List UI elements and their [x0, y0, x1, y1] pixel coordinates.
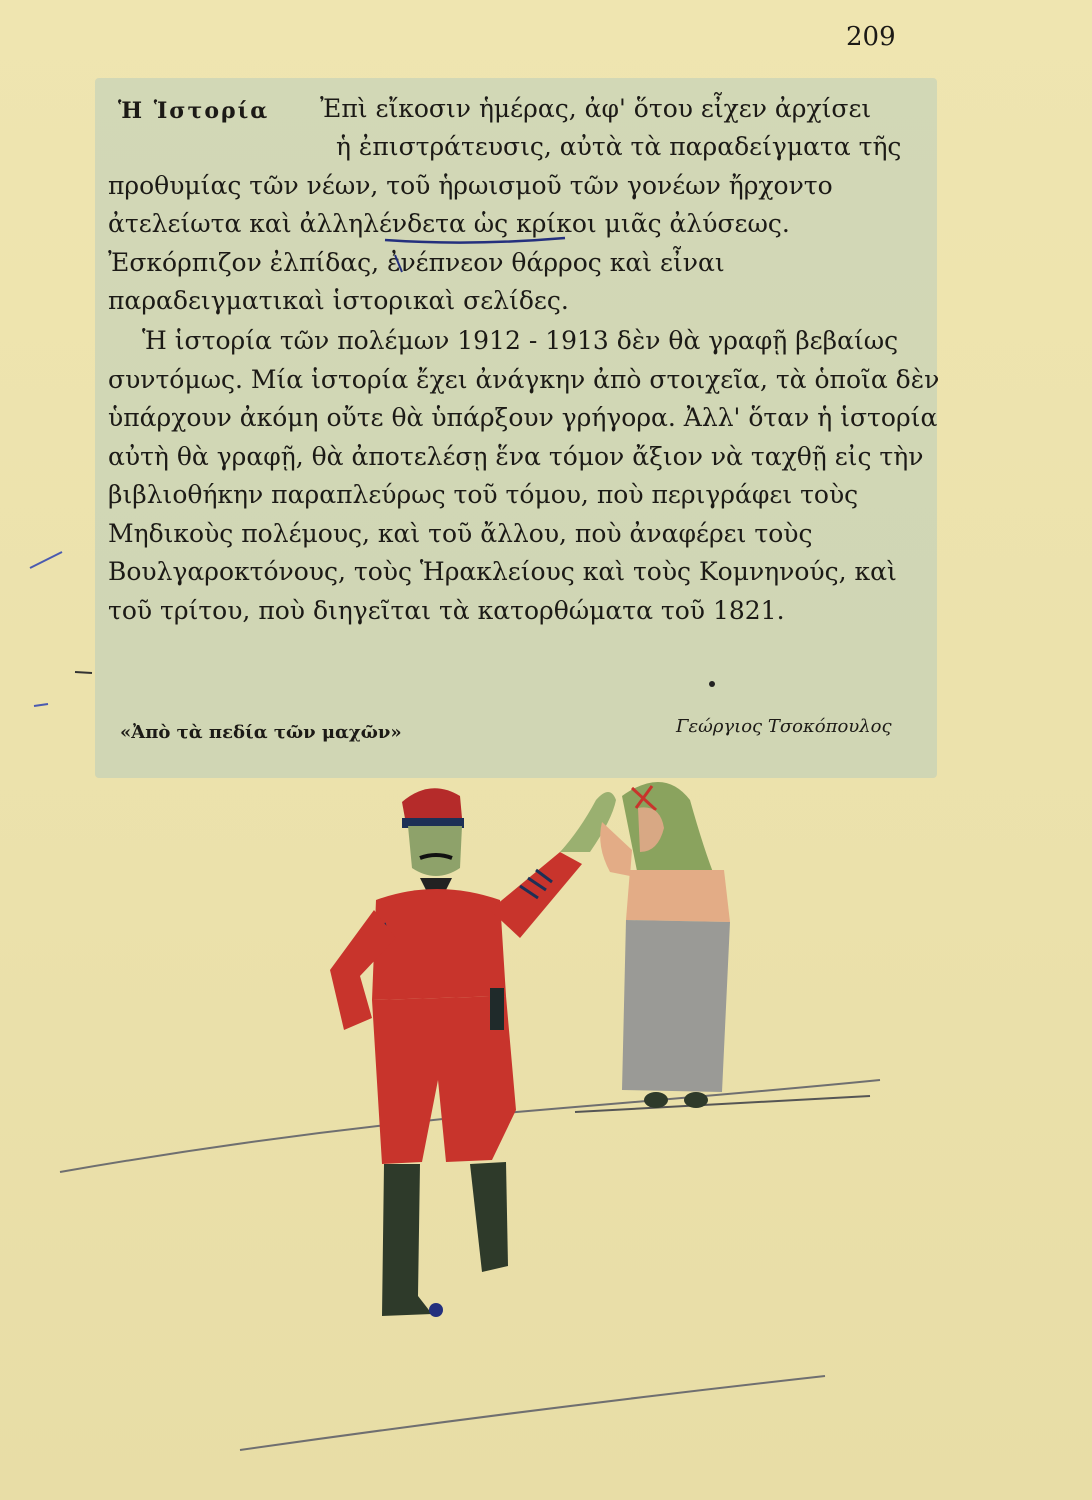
- source-citation: «Ἀπὸ τὰ πεδία τῶν μαχῶν»: [120, 722, 402, 743]
- page-number: 209: [846, 22, 896, 52]
- child-drawing-soldier-and-old-woman-icon: [0, 760, 1092, 1500]
- soldier-figure: [330, 788, 616, 1317]
- paragraph-1-first-line: Ἐπὶ εἴκοσιν ἡμέρας, ἀφ' ὅτου εἶχεν ἀρχίσει: [320, 94, 872, 123]
- author-name: Γεώργιος Τσοκόπουλος: [676, 716, 892, 737]
- paragraph-2: Ἡ ἱστορία τῶν πολέμων 1912 - 1913 δὲν θὰ γραφῇ βεβαίως συντόμως. Μία ἱστορία ἔχει ἀνάγκην ἀπὸ στοιχεῖα, τὰ ὁποῖα δὲν ὑπάρχουν ἀκόμη οὔτε θὰ ὑπάρξουν γρήγορα. Ἀλλ' ὅταν ἡ ἱστορία αὐτὴ θὰ γραφῇ, θὰ ἀποτελέσῃ ἕνα τόμον ἄξιον νὰ ταχθῇ εἰς τὴν βιβλιοθήκην παραπλεύρως τοῦ τόμου, ποὺ περιγράφει τοὺς Μηδικοὺς πολέμους, καὶ τοῦ ἄλλου, ποὺ ἀναφέρει τοὺς Βουλγαροκτόνους, τοὺς Ἡρακλείους καὶ τοὺς Κομνηνούς, καὶ τοῦ τρίτου, ποὺ διηγεῖται τὰ κατορθώματα τοῦ 1821.: [108, 326, 940, 625]
- paragraph-1: ἡ ἐπιστράτευσις, αὐτὰ τὰ παραδείγματα τῆς προθυμίας τῶν νέων, τοῦ ἡρωισμοῦ τῶν γονέων ἤρχοντο ἀτελείωτα καὶ ἀλληλένδετα ὡς κρίκοι μιᾶς ἀλύσεως. Ἐσκόρπιζον ἐλπίδας, ἐνέπνεον θάρρος καὶ εἶναι παραδειγματικαὶ ἱστορικαὶ σελίδες.: [108, 132, 902, 315]
- old-woman-figure: [600, 782, 730, 1108]
- section-title: Ἡ Ἱστορία: [118, 98, 270, 124]
